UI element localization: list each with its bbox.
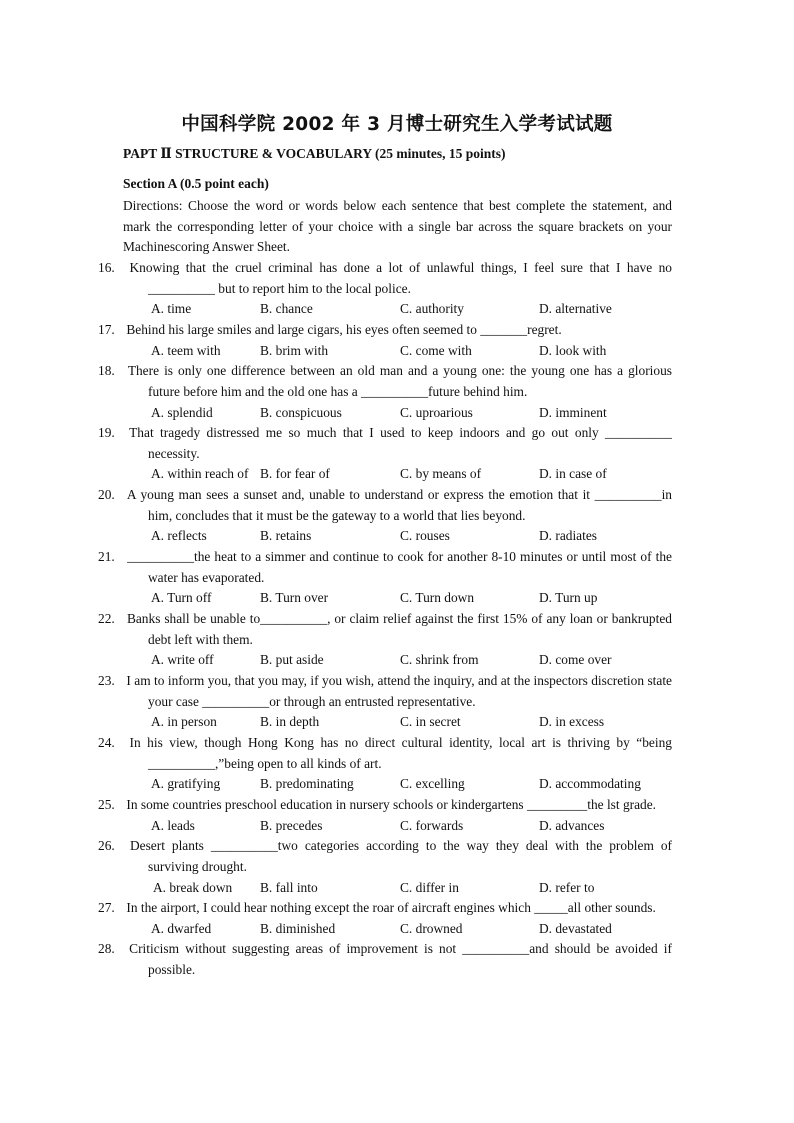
part-heading: PAPT Ⅱ STRUCTURE & VOCABULARY (25 minutes, 15 points) — [123, 146, 506, 161]
option-d[interactable]: D. devastated — [539, 920, 612, 936]
question-28 — [98, 939, 672, 980]
question-stem: 26. Desert plants __________two categories according to the way they deal with the problem of surviving drought. — [98, 838, 672, 874]
option-row — [123, 464, 672, 485]
option-b[interactable]: B. put aside — [260, 652, 324, 668]
question-stem: 16. Knowing that the cruel criminal has done a lot of unlawful things, I feel sure that I have no __________ but to report him to the local police. — [98, 259, 672, 296]
option-c[interactable]: C. Turn down — [400, 590, 475, 606]
option-c[interactable]: C. come with — [400, 342, 472, 358]
option-d[interactable]: D. refer to — [539, 879, 595, 895]
directions-text: Directions: Choose the word or words below each sentence that best complete the statement, and mark the corresponding letter of your choice with a single bar across the square brackets on your Machinescoring Answer Sheet. — [123, 198, 672, 255]
question-stem: 25. In some countries preschool education in nursery schools or kindergartens _________the lst grade. — [98, 796, 657, 812]
question-16 — [98, 258, 672, 320]
question-text: __________the heat to a simmer and continue to cook for another 8-10 minutes or until most of the water has evaporated. — [127, 549, 672, 585]
option-a[interactable]: A. in person — [151, 714, 217, 730]
option-d[interactable]: D. imminent — [539, 404, 607, 420]
question-20 — [98, 485, 673, 547]
question-text: I am to inform you, that you may, if you wish, attend the inquiry, and at the inspectors discretion state your case __________or through an entrusted representative. — [126, 672, 672, 709]
question-21 — [98, 547, 672, 609]
option-b[interactable]: B. in depth — [260, 714, 320, 730]
option-row — [123, 650, 672, 671]
option-b[interactable]: B. precedes — [260, 817, 323, 833]
option-d[interactable]: D. advances — [539, 817, 605, 833]
option-b[interactable]: B. retains — [260, 528, 312, 544]
question-stem: 27. In the airport, I could hear nothing except the roar of aircraft engines which _____all other sounds. — [98, 900, 656, 916]
question-22 — [98, 609, 672, 671]
option-a[interactable]: A. gratifying — [151, 776, 221, 792]
option-a[interactable]: A. write off — [151, 652, 214, 668]
question-26 — [98, 836, 672, 898]
question-stem: 19. That tragedy distressed me so much that I used to keep indoors and go out only __________ necessity. — [98, 425, 672, 461]
question-27 — [98, 898, 672, 939]
option-d[interactable]: D. look with — [539, 342, 607, 358]
option-c[interactable]: C. differ in — [400, 879, 459, 895]
option-b[interactable]: B. chance — [260, 301, 313, 317]
question-text: Desert plants __________two categories according to the way they deal with the problem of surviving drought. — [129, 838, 672, 874]
question-stem: 21. __________the heat to a simmer and continue to cook for another 8-10 minutes or until most of the water has evaporated. — [98, 549, 672, 585]
option-a[interactable]: A. reflects — [151, 528, 207, 544]
question-text: There is only one difference between an old man and a young one: the young one has a glorious future before him and the old one has a __________future behind him. — [127, 363, 672, 399]
question-text: Banks shall be unable to__________, or claim relief against the first 15% of any loan or bankrupted debt left with them. — [126, 611, 672, 647]
option-row — [123, 588, 672, 609]
option-a[interactable]: A. within reach of — [151, 466, 249, 482]
option-d[interactable]: D. radiates — [539, 528, 598, 544]
question-23 — [98, 671, 672, 733]
option-row — [123, 403, 672, 424]
option-d[interactable]: D. come over — [539, 652, 612, 668]
option-c[interactable]: C. excelling — [400, 776, 465, 792]
option-row — [123, 526, 672, 547]
option-b[interactable]: B. predominating — [260, 776, 354, 792]
option-b[interactable]: B. Turn over — [260, 590, 329, 606]
option-a[interactable]: A. splendid — [151, 404, 213, 420]
option-row — [123, 712, 672, 733]
option-a[interactable]: A. dwarfed — [151, 920, 212, 936]
question-stem: 24. In his view, though Hong Kong has no direct cultural identity, local art is thriving by “being __________,”being open to all kinds of art. — [98, 734, 672, 771]
option-b[interactable]: B. brim with — [260, 342, 329, 358]
option-c[interactable]: C. shrink from — [400, 652, 479, 668]
question-body — [98, 196, 673, 981]
option-d[interactable]: D. in case of — [539, 466, 607, 482]
option-b[interactable]: B. for fear of — [260, 466, 330, 482]
question-stem: 22. Banks shall be unable to__________, or claim relief against the first 15% of any loan or bankrupted debt left with them. — [98, 611, 672, 647]
option-a[interactable]: A. time — [151, 301, 192, 317]
question-text: Behind his large smiles and large cigars, his eyes often seemed to _______regret. — [126, 321, 562, 337]
question-stem: 18. There is only one difference between an old man and a young one: the young one has a glorious future before him and the old one has a __________future behind him. — [98, 363, 672, 399]
question-stem: 23. I am to inform you, that you may, if you wish, attend the inquiry, and at the inspectors discretion state your case __________or through an entrusted representative. — [98, 672, 672, 709]
question-17 — [98, 320, 672, 361]
option-d[interactable]: D. Turn up — [539, 590, 598, 606]
option-c[interactable]: C. forwards — [400, 817, 464, 833]
option-row — [123, 878, 672, 899]
option-b[interactable]: B. diminished — [260, 920, 336, 936]
question-18 — [98, 361, 672, 423]
question-text: Knowing that the cruel criminal has done a lot of unlawful things, I feel sure that I have no __________ but to report him to the local police. — [129, 259, 672, 296]
option-a[interactable]: A. break down — [153, 879, 233, 895]
question-24 — [98, 733, 672, 795]
question-text: A young man sees a sunset and, unable to understand or express the emotion that it __________in him, concludes that it must be the gateway to a world that lies beyond. — [126, 487, 673, 523]
option-b[interactable]: B. fall into — [260, 879, 318, 895]
option-c[interactable]: C. drowned — [400, 920, 463, 936]
option-a[interactable]: A. leads — [151, 817, 195, 833]
option-c[interactable]: C. by means of — [400, 466, 482, 482]
question-text: In the airport, I could hear nothing except the roar of aircraft engines which _____all other sounds. — [126, 900, 656, 916]
exam-title: 中国科学院 2002 年 3 月博士研究生入学考试试题 — [181, 114, 613, 135]
question-25 — [98, 795, 672, 836]
option-row — [123, 341, 672, 362]
option-c[interactable]: C. uproarious — [400, 404, 473, 420]
option-d[interactable]: D. accommodating — [539, 776, 641, 792]
question-text: In his view, though Hong Kong has no direct cultural identity, local art is thriving by “being __________,”being open to all kinds of art. — [129, 734, 672, 771]
question-text: Criticism without suggesting areas of improvement is not __________and should be avoided if possible. — [129, 941, 672, 978]
question-text: In some countries preschool education in nursery schools or kindergartens _________the lst grade. — [126, 796, 657, 812]
option-d[interactable]: D. in excess — [539, 714, 605, 730]
question-stem: 17. Behind his large smiles and large cigars, his eyes often seemed to _______regret. — [98, 321, 562, 337]
option-b[interactable]: B. conspicuous — [260, 404, 342, 420]
option-row — [123, 816, 672, 837]
option-c[interactable]: C. authority — [400, 301, 464, 317]
option-row — [123, 919, 672, 940]
question-stem: 28. Criticism without suggesting areas of improvement is not __________and should be avoided if possible. — [98, 941, 672, 978]
option-d[interactable]: D. alternative — [539, 301, 612, 317]
option-row — [123, 299, 672, 320]
question-text: That tragedy distressed me so much that I used to keep indoors and go out only __________ necessity. — [129, 425, 672, 461]
option-c[interactable]: C. in secret — [400, 714, 461, 730]
option-a[interactable]: A. Turn off — [151, 590, 212, 606]
section-heading: Section A (0.5 point each) — [123, 176, 269, 191]
question-19 — [98, 423, 672, 485]
question-stem: 20. A young man sees a sunset and, unable to understand or express the emotion that it __________in him, concludes that it must be the gateway to a world that lies beyond. — [98, 487, 673, 523]
option-row — [123, 774, 672, 795]
option-a[interactable]: A. teem with — [151, 342, 221, 358]
option-c[interactable]: C. rouses — [400, 528, 450, 544]
